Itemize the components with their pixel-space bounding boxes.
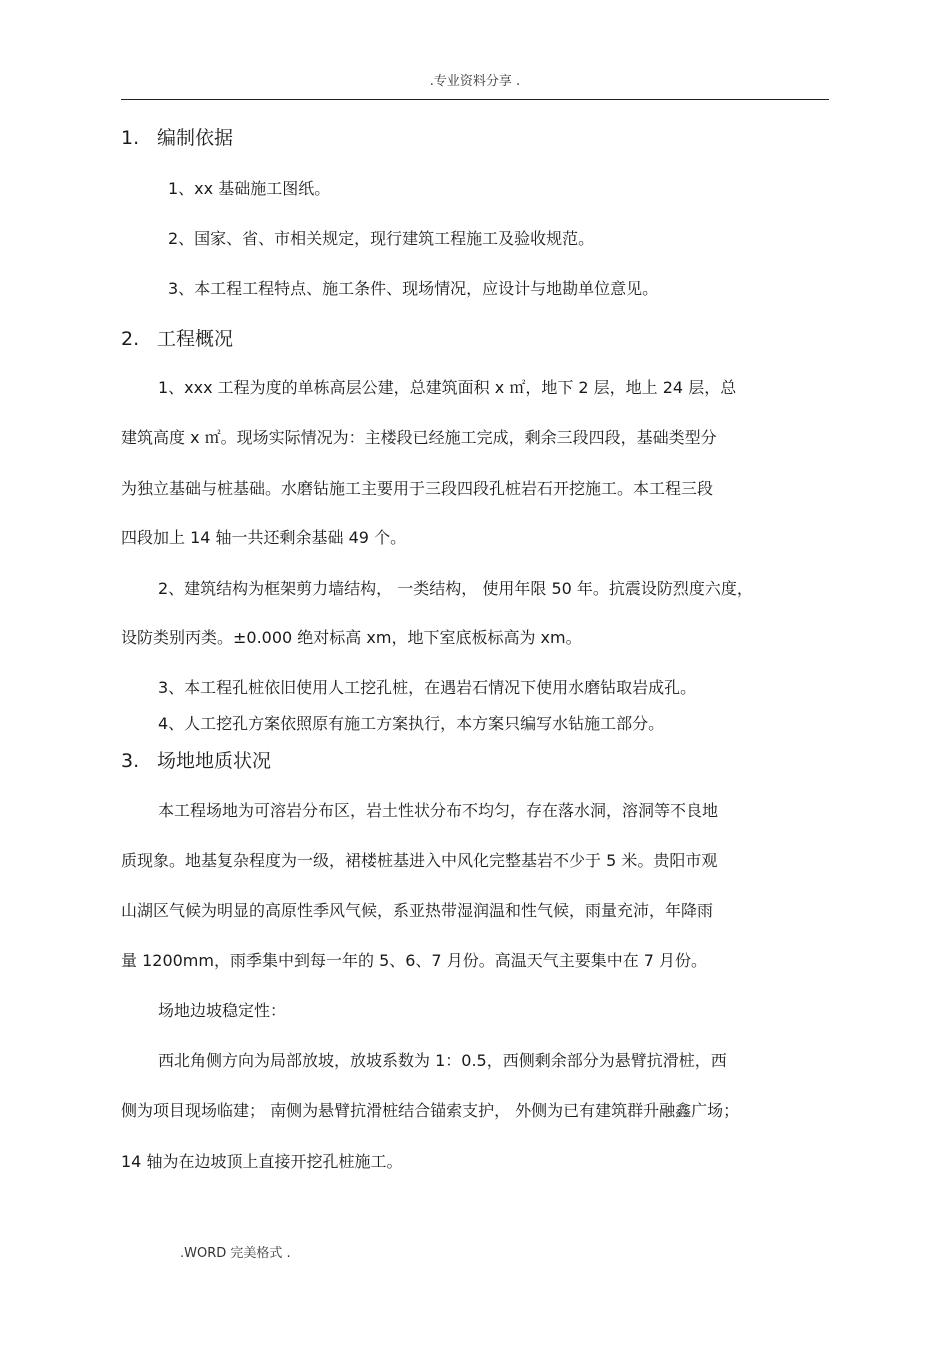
section-3-line-1: 本工程场地为可溶岩分布区，岩土性状分布不均匀，存在落水洞，溶洞等不良地 <box>158 801 719 820</box>
section-2-title: 工程概况 <box>157 328 234 350</box>
section-1-heading <box>121 123 233 150</box>
section-1-title: 编制依据 <box>157 127 234 149</box>
section-3-line-7: 侧为项目现场临建； 南侧为悬臂抗滑桩结合锚索支护， 外侧为已有建筑群升融鑫广场； <box>121 1101 740 1120</box>
section-1-line-3: 3、本工程工程特点、施工条件、现场情况，应设计与地勘单位意见。 <box>168 279 659 298</box>
section-3-number: 3. <box>121 750 140 772</box>
page-footer: .WORD 完美格式 . <box>180 1246 291 1261</box>
section-2-line-7: 3、本工程孔桩依旧使用人工挖孔桩，在遇岩石情况下使用水磨钻取岩成孔。 <box>158 678 697 697</box>
section-3-line-3: 山湖区气候为明显的高原性季风气候，系亚热带湿润温和性气候，雨量充沛，年降雨 <box>121 901 714 920</box>
page-header: .专业资料分享 . <box>429 74 521 89</box>
header-divider <box>121 99 829 100</box>
section-2-heading <box>121 324 233 351</box>
section-1-line-2: 2、国家、省、市相关规定，现行建筑工程施工及验收规范。 <box>168 229 595 248</box>
section-2-line-1: 1、xxx 工程为度的单栋高层公建，总建筑面积 x ㎡，地下 2 层，地上 24 层，总 <box>158 378 737 397</box>
section-2-line-8: 4、人工挖孔方案依照原有施工方案执行，本方案只编写水钻施工部分。 <box>158 714 665 733</box>
section-1-line-1: 1、xx 基础施工图纸。 <box>168 179 331 198</box>
section-1-number: 1. <box>121 127 140 149</box>
section-2-line-6: 设防类别丙类。±0.000 绝对标高 xm，地下室底板标高为 xm。 <box>121 628 582 647</box>
section-2-number: 2. <box>121 328 140 350</box>
section-3-line-6: 西北角侧方向为局部放坡，放坡系数为 1：0.5，西侧剩余部分为悬臂抗滑桩，西 <box>158 1051 727 1070</box>
section-2-line-5: 2、建筑结构为框架剪力墙结构， 一类结构， 使用年限 50 年。抗震设防烈度六度， <box>158 579 753 598</box>
section-2-line-2: 建筑高度 x ㎡。现场实际情况为：主楼段已经施工完成，剩余三段四段，基础类型分 <box>121 428 717 447</box>
section-3-line-8: 14 轴为在边坡顶上直接开挖孔桩施工。 <box>121 1152 403 1171</box>
section-3-line-4: 量 1200mm，雨季集中到每一年的 5、6、7 月份。高温天气主要集中在 7 月份。 <box>121 951 708 970</box>
section-2-line-4: 四段加上 14 轴一共还剩余基础 49 个。 <box>121 528 407 547</box>
section-2-line-3: 为独立基础与桩基础。水磨钻施工主要用于三段四段孔桩岩石开挖施工。本工程三段 <box>121 479 714 498</box>
section-3-line-2: 质现象。地基复杂程度为一级，裙楼桩基进入中风化完整基岩不少于 5 米。贵阳市观 <box>121 851 718 870</box>
section-3-title: 场地地质状况 <box>157 750 272 772</box>
section-3-line-5: 场地边坡稳定性： <box>158 1001 287 1020</box>
section-3-heading <box>121 746 271 773</box>
